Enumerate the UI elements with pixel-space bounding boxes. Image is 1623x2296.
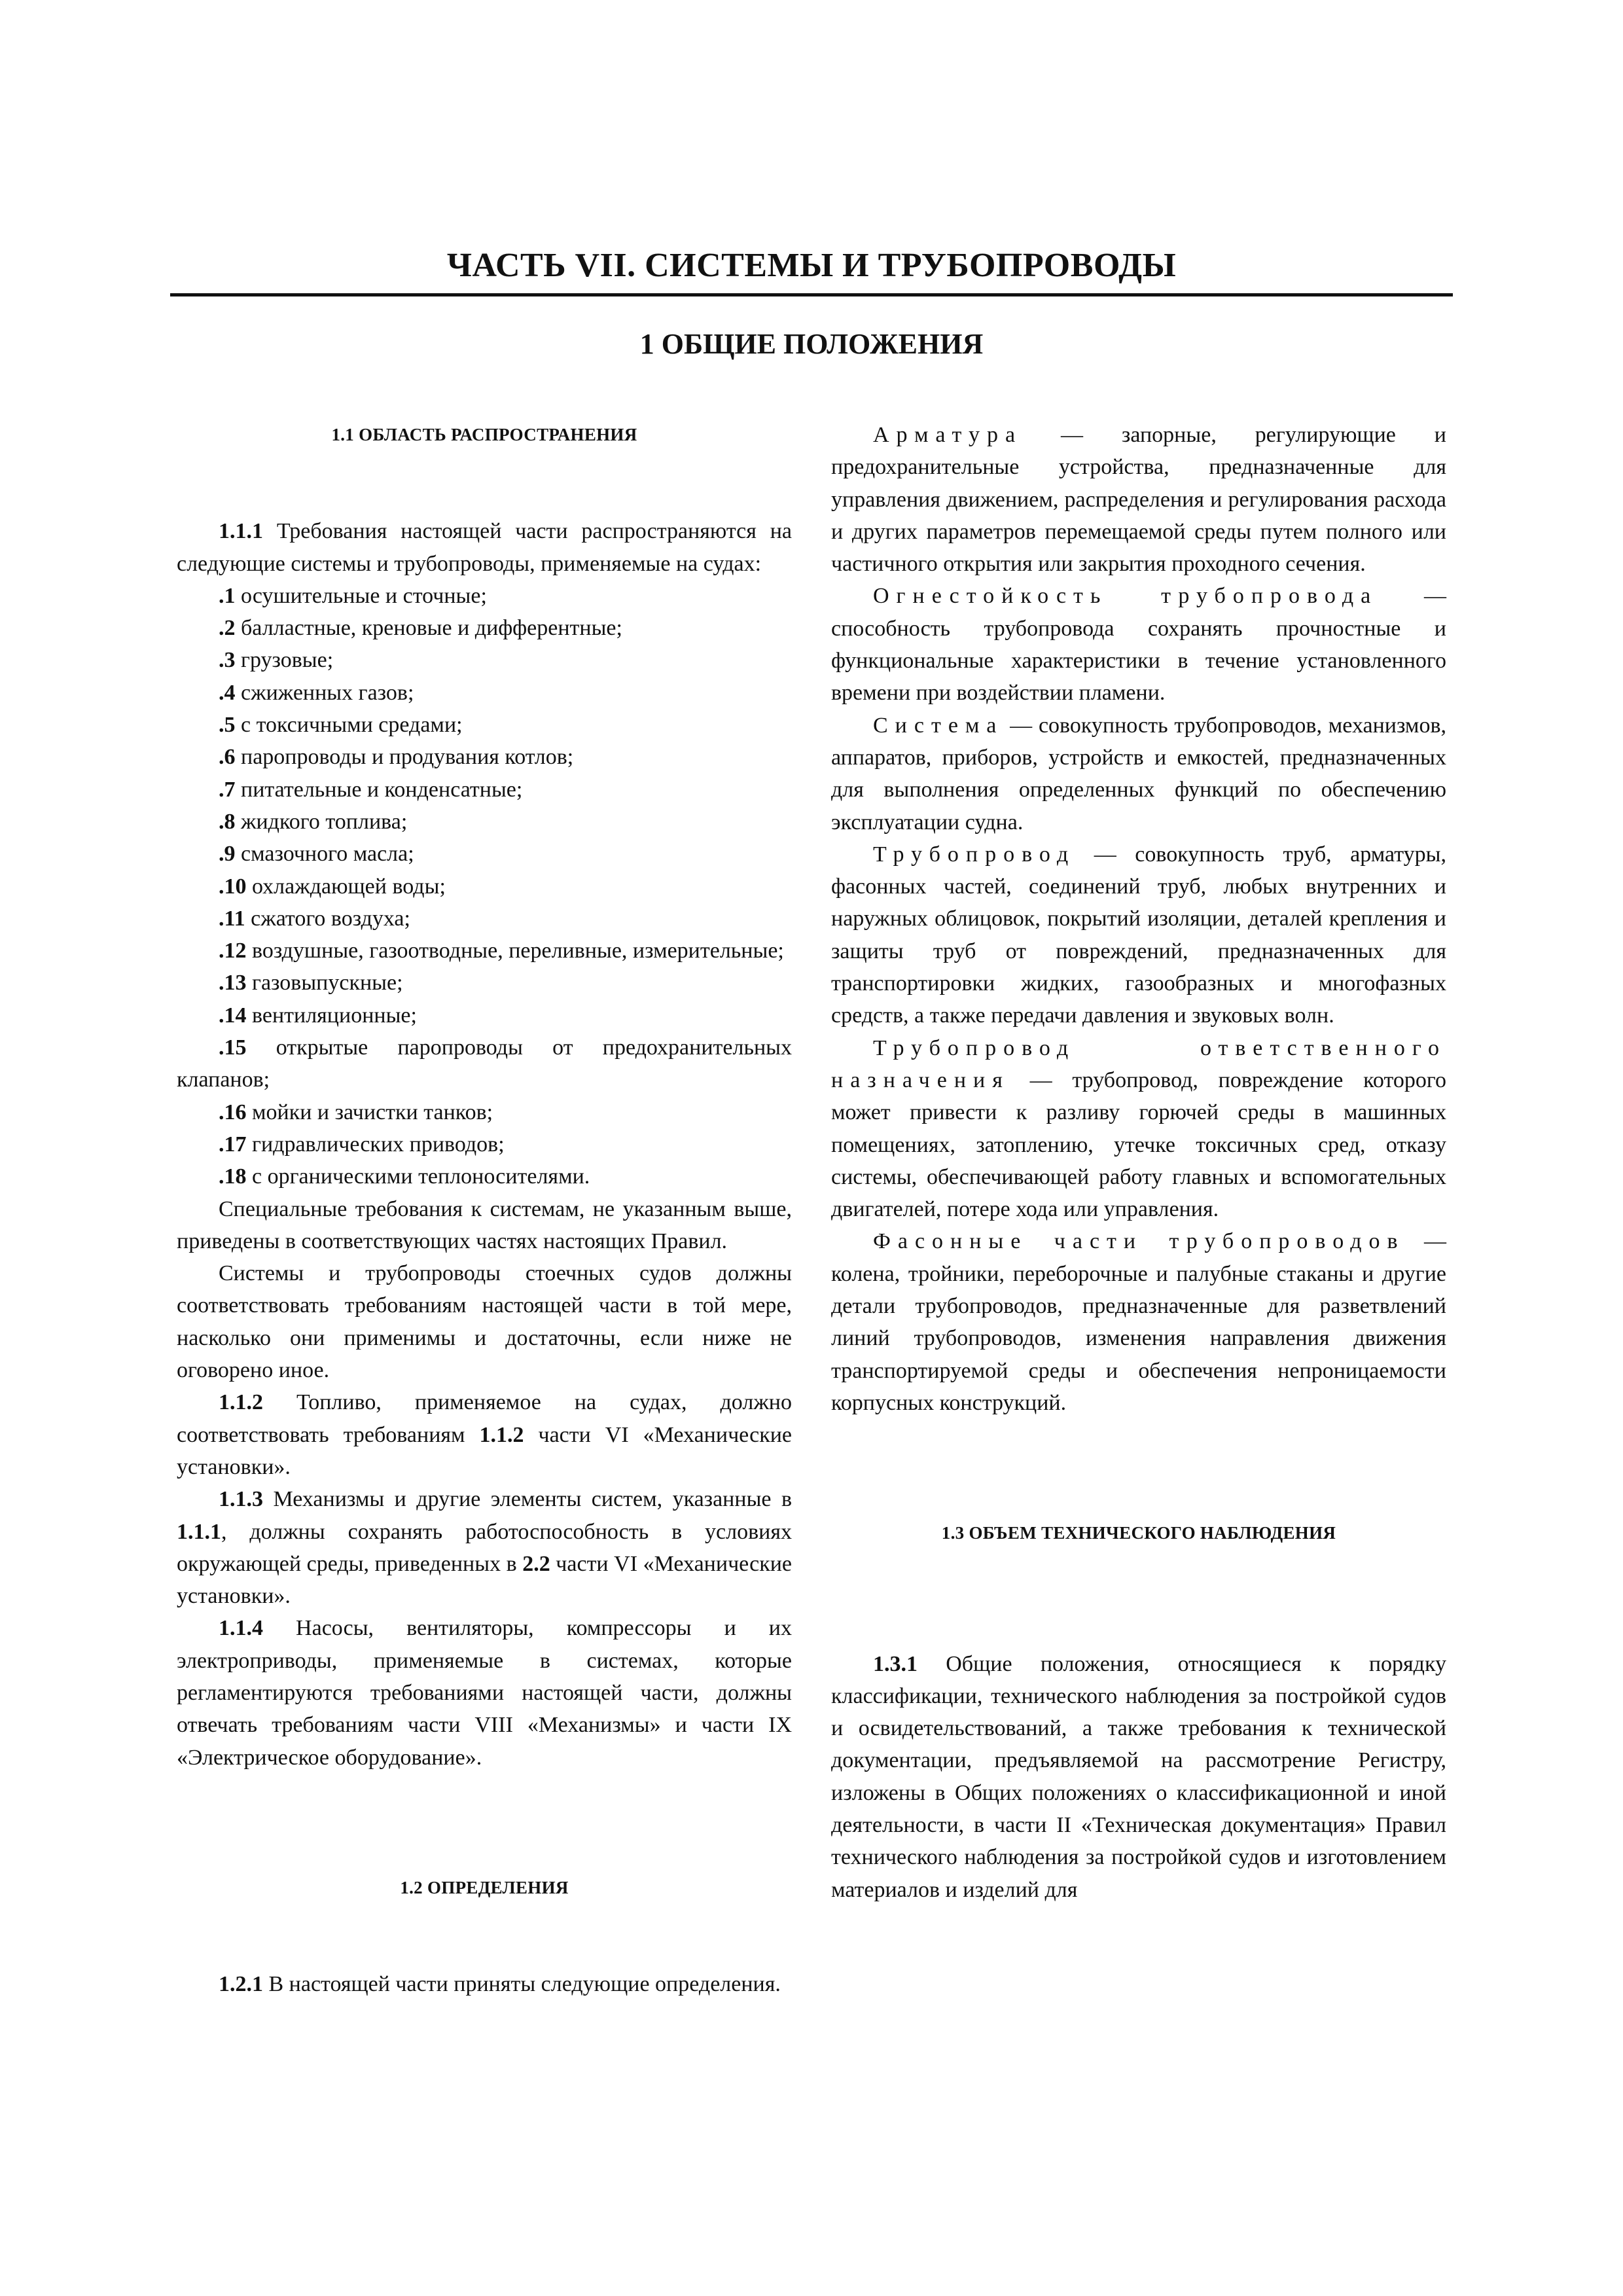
list-item-text: грузовые; bbox=[235, 648, 334, 673]
list-item bbox=[177, 870, 792, 903]
paragraph-text: Общие положения, относящиеся к порядку классификации, технического наблюдения за постройкой судов и освидетельствований, а также требования к технической документации, предъявляемой на рассмотрение Регистру, изложены в Общих положениях о классификационной и иной деятельности, в части II «Техническая документация» Правил технического наблюдения за постройкой судов и изготовлением материалов и изделий для bbox=[831, 1651, 1446, 1902]
clause-number: 1.1.4 bbox=[219, 1616, 263, 1641]
title-divider bbox=[170, 293, 1453, 296]
clause-number: 1.1.1 bbox=[219, 519, 263, 544]
clause-reference: 1.1.2 bbox=[479, 1422, 524, 1447]
list-item bbox=[177, 1160, 792, 1193]
definition-term: Фасонные части трубопроводов bbox=[873, 1229, 1405, 1254]
definition-system bbox=[831, 709, 1446, 838]
list-item bbox=[177, 774, 792, 806]
definition-term: Огнестойкость трубопровода bbox=[873, 584, 1378, 609]
list-item-text: газовыпускные; bbox=[246, 971, 403, 996]
list-item bbox=[177, 967, 792, 999]
right-column bbox=[831, 419, 1446, 1906]
definition-term: Система bbox=[873, 713, 1004, 738]
left-column bbox=[177, 419, 792, 2000]
list-item-text: сжиженных газов; bbox=[235, 680, 414, 705]
list-item-number: .12 bbox=[219, 939, 247, 963]
list-item-text: смазочного масла; bbox=[235, 842, 414, 867]
list-item-text: сжатого воздуха; bbox=[245, 906, 410, 931]
definition-term: Трубопровод bbox=[873, 842, 1076, 867]
paragraph-1-1-1 bbox=[177, 515, 792, 580]
list-item-number: .18 bbox=[219, 1164, 247, 1189]
paragraph-1-2-1 bbox=[177, 1968, 792, 2000]
definition-pipeline bbox=[831, 838, 1446, 1032]
list-item-number: .7 bbox=[219, 777, 236, 802]
paragraph-text: В настоящей части приняты следующие определения. bbox=[263, 1972, 781, 1997]
clause-number: 1.1.3 bbox=[219, 1487, 263, 1512]
list-item bbox=[177, 1128, 792, 1160]
list-item-text: балластные, креновые и дифферентные; bbox=[235, 616, 622, 641]
paragraph-special-requirements: Специальные требования к системам, не указанным выше, приведены в соответствующих частях настоящих Правил. bbox=[177, 1196, 792, 1253]
list-item-text: жидкого топлива; bbox=[235, 809, 408, 834]
list-item bbox=[177, 709, 792, 741]
list-item-number: .8 bbox=[219, 809, 236, 834]
clause-reference: 2.2 bbox=[522, 1551, 550, 1576]
list-item-text: воздушные, газоотводные, переливные, измерительные; bbox=[246, 939, 784, 963]
list-item-text: вентиляционные; bbox=[246, 1003, 417, 1028]
definition-fire-resistance bbox=[831, 580, 1446, 709]
list-item-number: .17 bbox=[219, 1132, 247, 1157]
definition-pipe-fittings bbox=[831, 1225, 1446, 1419]
paragraph-1-1-3 bbox=[177, 1483, 792, 1612]
paragraph-text: Насосы, вентиляторы, компрессоры и их электроприводы, применяемые в системах, которые регламентируются требованиями настоящей части, должны отвечать требованиям части VIII «Механизмы» и части IX «Электрическое оборудование». bbox=[177, 1616, 792, 1770]
list-item bbox=[177, 741, 792, 773]
list-item-text: с органическими теплоносителями. bbox=[246, 1164, 590, 1189]
list-item bbox=[177, 806, 792, 838]
list-item-text: мойки и зачистки танков; bbox=[246, 1100, 493, 1124]
definition-text: — колена, тройники, переборочные и палубные стаканы и другие детали трубопроводов, предназначенные для разветвлений линий трубопроводов, изменения направления движения транспортируемой среды и обеспечения непроницаемости корпусных конструкций. bbox=[831, 1229, 1446, 1415]
clause-number: 1.3.1 bbox=[873, 1651, 918, 1676]
list-item-number: .6 bbox=[219, 745, 236, 770]
heading-1-1: 1.1 ОБЛАСТЬ РАСПРОСТРАНЕНИЯ bbox=[331, 425, 637, 444]
paragraph-text: части VI «Механические установки». bbox=[177, 1551, 792, 1609]
section-title: 1 ОБЩИЕ ПОЛОЖЕНИЯ bbox=[639, 328, 984, 360]
list-item bbox=[177, 1031, 792, 1096]
list-item bbox=[177, 903, 792, 935]
list-item-number: .13 bbox=[219, 971, 247, 996]
paragraph-1-1-2 bbox=[177, 1386, 792, 1483]
definition-text: — запорные, регулирующие и предохранительные устройства, предназначенные для управления движением, распределения и регулирования расхода и других параметров перемещаемой среды путем полного или частичного открытия или закрытия проходного сечения. bbox=[831, 423, 1446, 577]
paragraph-text: , должны сохранять работоспособность в условиях окружающей среды, приведенных в bbox=[177, 1519, 792, 1576]
list-item bbox=[177, 612, 792, 644]
list-item-text: паропроводы и продувания котлов; bbox=[235, 745, 574, 770]
definition-term: Арматура bbox=[873, 423, 1023, 447]
list-item-number: .11 bbox=[219, 906, 245, 931]
list-item-number: .1 bbox=[219, 583, 236, 608]
list-item-number: .4 bbox=[219, 680, 236, 705]
definition-essential-pipeline bbox=[831, 1032, 1446, 1226]
list-item bbox=[177, 644, 792, 676]
list-item bbox=[177, 1096, 792, 1128]
paragraph-text: Топливо, применяемое на судах, должно соответствовать требованиям bbox=[177, 1390, 792, 1447]
list-item-number: .15 bbox=[219, 1035, 247, 1060]
clause-number: 1.2.1 bbox=[219, 1972, 263, 1997]
list-item-number: .9 bbox=[219, 842, 236, 867]
definition-text: — способность трубопровода сохранять прочностные и функциональные характеристики в течение установленного времени при воздействии пламени. bbox=[831, 584, 1446, 706]
list-item-number: .5 bbox=[219, 713, 236, 738]
definition-text: — совокупность трубопроводов, механизмов, аппаратов, приборов, устройств и емкостей, предназначенных для выполнения определенных функций по обеспечению эксплуатации судна. bbox=[831, 713, 1446, 834]
part-title: ЧАСТЬ VII. СИСТЕМЫ И ТРУБОПРОВОДЫ bbox=[446, 247, 1177, 284]
heading-1-3: 1.3 ОБЪЕМ ТЕХНИЧЕСКОГО НАБЛЮДЕНИЯ bbox=[941, 1523, 1336, 1543]
heading-1-2: 1.2 ОПРЕДЕЛЕНИЯ bbox=[400, 1877, 569, 1897]
definition-text: — совокупность труб, арматуры, фасонных частей, соединений труб, любых внутренних и наружных облицовок, покрытий изоляции, деталей крепления и защиты труб от повреждений, предназначенных для транспортировки жидких, газообразных и многофазных средств, а также передачи давления и звуковых волн. bbox=[831, 842, 1446, 1028]
list-item bbox=[177, 999, 792, 1031]
clause-number: 1.1.2 bbox=[219, 1390, 263, 1415]
list-item-number: .2 bbox=[219, 616, 236, 641]
list-item-text: с токсичными средами; bbox=[235, 713, 463, 738]
paragraph-text: Требования настоящей части распространяются на следующие системы и трубопроводы, применяемые на судах: bbox=[177, 519, 792, 576]
list-item bbox=[177, 580, 792, 612]
list-item-text: осушительные и сточные; bbox=[235, 583, 487, 608]
definition-armature bbox=[831, 419, 1446, 580]
paragraph-1-1-4 bbox=[177, 1612, 792, 1773]
list-item bbox=[177, 935, 792, 967]
definition-text: — трубопровод, повреждение которого может привести к разливу горючей среды в машинных помещениях, затоплению, утечке токсичных сред, отказу системы, обеспечивающей работу главных и вспомогательных двигателей, потере хода или управления. bbox=[831, 1067, 1446, 1222]
paragraph-stationary-vessels: Системы и трубопроводы стоечных судов должны соответствовать требованиям настоящей части в той мере, насколько они применимы и достаточны, если ниже не оговорено иное. bbox=[177, 1261, 792, 1383]
list-item-number: .14 bbox=[219, 1003, 247, 1028]
list-item-number: .3 bbox=[219, 648, 236, 673]
list-item-number: .16 bbox=[219, 1100, 247, 1124]
list-item bbox=[177, 838, 792, 870]
list-item-text: гидравлических приводов; bbox=[246, 1132, 505, 1157]
list-item-number: .10 bbox=[219, 874, 247, 899]
list-item bbox=[177, 677, 792, 709]
list-item-text: охлаждающей воды; bbox=[246, 874, 446, 899]
clause-reference: 1.1.1 bbox=[177, 1519, 221, 1544]
paragraph-text: Механизмы и другие элементы систем, указанные в bbox=[263, 1487, 792, 1512]
list-item-text: питательные и конденсатные; bbox=[235, 777, 523, 802]
definition-term: Трубопровод ответственного назначения bbox=[831, 1035, 1446, 1092]
paragraph-1-3-1 bbox=[831, 1648, 1446, 1906]
list-item-text: открытые паропроводы от предохранительных клапанов; bbox=[177, 1035, 792, 1092]
paragraph-text: части VI «Механические установки». bbox=[177, 1422, 793, 1479]
